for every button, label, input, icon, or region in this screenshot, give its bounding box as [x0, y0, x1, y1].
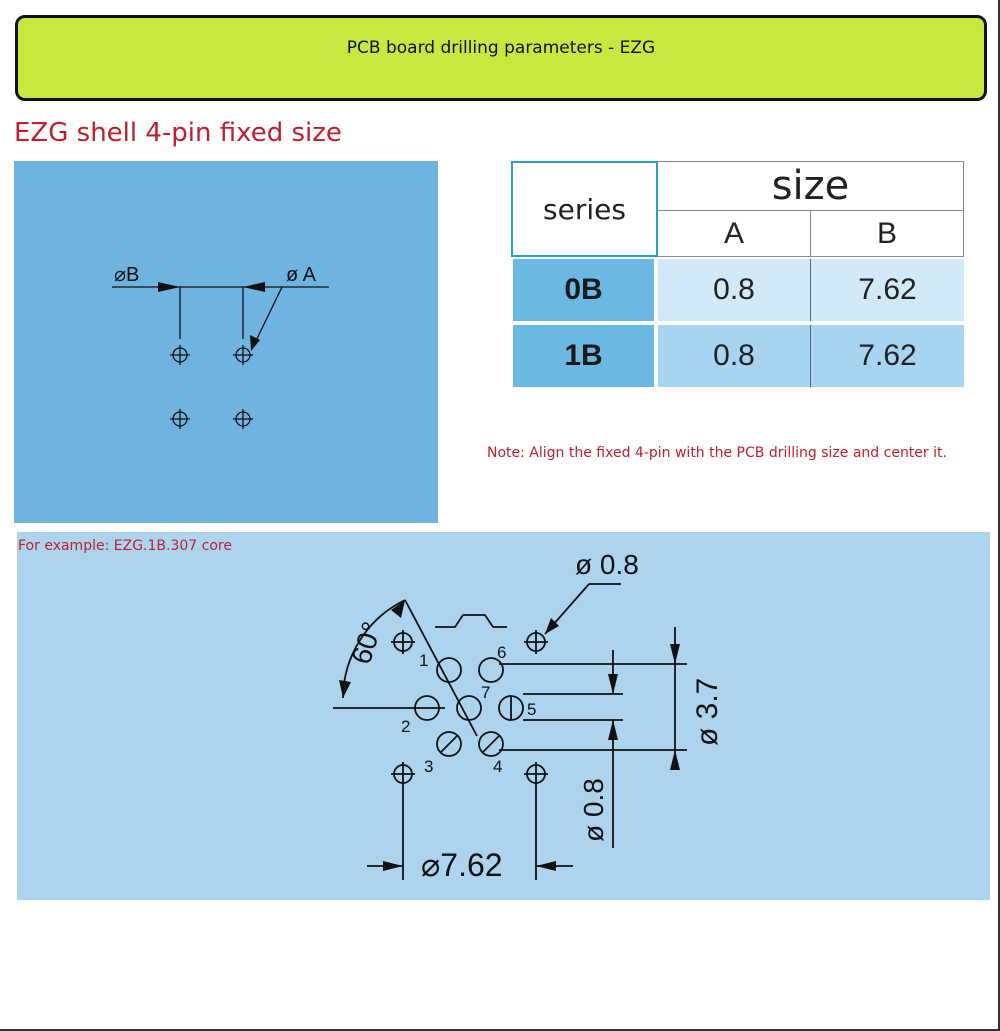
fixed-pin-diagram — [14, 161, 438, 523]
pin-label-2: 2 — [401, 717, 411, 736]
pin-diameter-label: ø 0.8 — [578, 778, 609, 842]
spacing-arrow-left — [383, 861, 403, 871]
example-caption: For example: EZG.1B.307 core — [18, 538, 232, 554]
angle-line — [405, 600, 477, 736]
column-b-header: B — [811, 211, 964, 257]
title-banner — [15, 15, 987, 101]
table-row-series: 1B — [513, 325, 654, 387]
pin-label-6: 6 — [497, 643, 507, 662]
contact-7 — [457, 696, 481, 720]
pin-arrow-top — [608, 674, 618, 694]
pin-arrow-bottom — [608, 720, 618, 740]
mount-hole-bottom-right — [524, 762, 548, 786]
column-a-header: A — [658, 211, 811, 257]
dim-arrow-bottom — [670, 750, 680, 770]
fixed-pin-drawing — [14, 161, 438, 523]
label-b: ⌀B — [114, 264, 140, 286]
table-cell-a: 0.8 — [658, 325, 811, 387]
pin-label-3: 3 — [424, 757, 434, 776]
angle-arrow-bottom — [339, 680, 351, 698]
hole-top-left — [170, 345, 190, 365]
arrowhead-left — [158, 282, 180, 292]
mount-hole-top-left — [391, 630, 415, 654]
size-table — [511, 161, 964, 389]
angle-label: 60° — [345, 618, 388, 668]
banner-title: PCB board drilling parameters - EZG — [346, 38, 656, 58]
pin-label-4: 4 — [493, 757, 503, 776]
hole-bottom-right — [233, 409, 253, 429]
size-header: size — [658, 161, 964, 211]
example-core-diagram — [17, 532, 990, 900]
spacing-arrow-right — [536, 861, 556, 871]
label-a: ø A — [286, 264, 317, 286]
arrowhead-right — [243, 282, 265, 292]
mount-hole-bottom-left — [391, 762, 415, 786]
contact-1 — [437, 658, 461, 682]
alignment-note: Note: Align the fixed 4-pin with the PCB drilling size and center it. — [487, 445, 947, 461]
circle-diameter-label: ø 3.7 — [691, 677, 724, 746]
table-cell-b: 7.62 — [811, 259, 964, 321]
spacing-label: ⌀7.62 — [421, 847, 503, 883]
hole-diameter-label: ø 0.8 — [575, 549, 639, 580]
pin-label-5: 5 — [527, 700, 537, 719]
table-cell-b: 7.62 — [811, 325, 964, 387]
section-title: EZG shell 4-pin fixed size — [14, 118, 342, 148]
mount-hole-top-right — [524, 630, 548, 654]
pin-label-7: 7 — [481, 683, 491, 702]
pin-label-1: 1 — [419, 651, 429, 670]
table-row-series: 0B — [513, 259, 654, 321]
key-mark — [435, 615, 507, 627]
hole-top-right — [233, 345, 253, 365]
series-header: series — [511, 161, 658, 257]
example-core-drawing — [17, 532, 990, 900]
arrowhead-a — [250, 335, 260, 351]
dim-arrow-top — [670, 644, 680, 664]
table-cell-a: 0.8 — [658, 259, 811, 321]
hole-bottom-left — [170, 409, 190, 429]
